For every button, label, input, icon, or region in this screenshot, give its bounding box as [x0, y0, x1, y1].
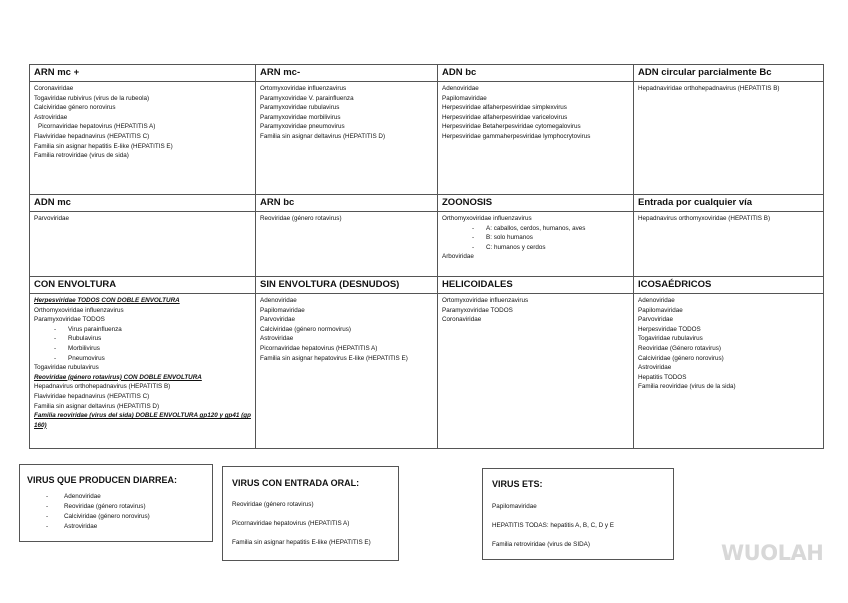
table-header-row: [30, 65, 824, 82]
cell-sub-line: - A: caballos, cerdos, humanos, aves: [442, 224, 629, 234]
cell-line: Parvoviridae: [34, 215, 69, 222]
table-header-row: [30, 195, 824, 212]
cell-line: Togaviridae rubulavirus: [638, 335, 703, 343]
cell-line: Herpesviridae gammaherpesviridae lymphocrytovirus: [442, 132, 591, 140]
cell-line: Herpesviridae TODOS: [638, 325, 701, 333]
cell-sub-line: - Pneumovirus: [34, 354, 251, 364]
cell-line: Astroviridae: [638, 364, 672, 372]
cell-line: Papilomaviridae: [638, 306, 683, 314]
cell-line: Reoviridae (Género rotavirus): [638, 344, 721, 352]
cell-entrada-cualquier-via: [634, 212, 824, 277]
list-item: Papilomaviridae: [492, 503, 537, 510]
cell-line: Astroviridae: [260, 335, 294, 343]
cell-line: Adenoviridae: [638, 297, 675, 304]
col-header-sin-envoltura: SIN ENVOLTURA (DESNUDOS): [256, 277, 438, 294]
cell-line: Paramyxoviridae TODOS: [442, 306, 513, 314]
cell-line: Togaviridae rubulavirus: [34, 364, 99, 372]
table-body-row: [30, 82, 824, 195]
cell-line: Adenoviridae: [442, 85, 479, 92]
cell-line: Hepadnaviridae orthohepadnavirus (HEPATITIS B): [638, 85, 780, 92]
box-title: VIRUS CON ENTRADA ORAL:: [232, 478, 360, 488]
cell-line: Hepatitis TODOS: [638, 373, 687, 381]
cell-icosaedricos: [634, 294, 824, 449]
cell-line: Paramyxoviridae morbilivirus: [260, 113, 341, 121]
cell-line: Ortomyxoviridae influenzavirus: [442, 297, 529, 304]
cell-line: Familia sin asignar hepatovirus E-like (HEPATITIS E): [260, 354, 408, 362]
cell-line: Paramyxoviridae pneumovirus: [260, 123, 345, 131]
cell-line: Flaviviridae hepadnavirus (HEPATITIS C): [34, 132, 150, 140]
cell-zoonosis: [438, 212, 634, 277]
cell-arn-bc: [256, 212, 438, 277]
cell-line: Flaviviridae hepadnavirus (HEPATITIS C): [34, 392, 150, 400]
cell-adn-circular: [634, 82, 824, 195]
virus-classification-table: [29, 64, 824, 449]
cell-line: Familia reoviridae (virus de la sida): [638, 383, 736, 391]
cell-line: Familia sin asignar deltavirus (HEPATITIS D): [34, 402, 160, 410]
cell-con-envoltura: [30, 294, 256, 449]
col-header-entrada-cualquier-via: Entrada por cualquier vía: [634, 195, 824, 212]
cell-line: Familia sin asignar hepatitis E-like (HEPATITIS E): [34, 142, 173, 150]
cell-sub-line: - Rubulavirus: [34, 334, 251, 344]
cell-adn-mc: [30, 212, 256, 277]
cell-line: Calciviridae (género normovirus): [260, 325, 351, 333]
cell-line: Paramyxoviridae rubulavirus: [260, 104, 340, 112]
cell-line: Orthomyxoviridae influenzavirus: [34, 306, 124, 314]
list-item: HEPATITIS TODAS: hepatitis A, B, C, D y E: [492, 521, 615, 529]
list-item: Familia sin asignar hepatitis E-like (HEPATITIS E): [232, 538, 371, 546]
cell-line: Parvoviridae: [260, 316, 295, 324]
cell-highlight-line: Familia reoviridae (virus del sida) DOBLE ENVOLTURA gp120 y gp41 (gp 160): [34, 412, 251, 429]
col-header-helicoidales: HELICOIDALES: [438, 277, 634, 294]
cell-line: Papilomaviridae: [260, 306, 305, 314]
list-item: Reoviridae (género rotavirus): [232, 501, 314, 508]
col-header-con-envoltura: CON ENVOLTURA: [30, 277, 256, 294]
cell-adn-bc: [438, 82, 634, 195]
col-header-adn-mc: ADN mc: [30, 195, 256, 212]
list-item: - Adenoviridae: [20, 492, 212, 502]
cell-line: Paramyxoviridae V. parainfluenza: [260, 94, 354, 102]
cell-line: Herpesviridae alfaherpesviridae varicelovirus: [442, 113, 568, 121]
cell-line: Picornaviridae hepatovirus (HEPATITIS A): [260, 344, 378, 352]
cell-line: Picornaviridae hepatovirus (HEPATITIS A): [38, 123, 156, 131]
table-body-row: [30, 294, 824, 449]
cell-line: Togaviridae rubivirus (virus de la rubeola): [34, 94, 150, 102]
col-header-zoonosis: ZOONOSIS: [438, 195, 634, 212]
cell-highlight-line: Herpesviridae TODOS CON DOBLE ENVOLTURA: [34, 297, 180, 304]
cell-line: Coronaviridae: [34, 85, 74, 92]
cell-line: Arboviridae: [442, 253, 474, 261]
list-item: - Calciviridae (género norovirus): [20, 512, 212, 522]
cell-line: Ortomyxoviridae influenzavirus: [260, 85, 347, 92]
cell-line: Calciviridae (género norovirus): [638, 354, 724, 362]
box-title: VIRUS QUE PRODUCEN DIARREA:: [27, 475, 178, 485]
col-header-arn-mc-plus: ARN mc +: [30, 65, 256, 82]
cell-arn-mc-minus: [256, 82, 438, 195]
col-header-icosaedricos: ICOSAÉDRICOS: [634, 277, 824, 294]
cell-line: Herpesviridae alfaherpesviridae simplexvirus: [442, 104, 567, 112]
cell-helicoidales: [438, 294, 634, 449]
cell-line: Reoviridae (género rotavirus): [260, 215, 342, 222]
cell-sub-line: - Virus parainfluenza: [34, 325, 251, 335]
cell-line: Orthomyxoviridae influenzavirus: [442, 215, 532, 222]
cell-line: Hepadnavirus orthomyxoviridae (HEPATITIS B): [638, 215, 771, 222]
table-body-row: [30, 212, 824, 277]
cell-sin-envoltura: [256, 294, 438, 449]
cell-arn-mc-plus: [30, 82, 256, 195]
diarrhea-virus-box: [19, 464, 213, 542]
cell-sub-line: - B: solo humanos: [442, 233, 629, 243]
cell-line: Papilomaviridae: [442, 94, 487, 102]
cell-highlight-line: Reoviridae (género rotavirus) CON DOBLE ENVOLTURA: [34, 373, 202, 381]
col-header-arn-mc-minus: ARN mc-: [256, 65, 438, 82]
cell-line: Paramyxoviridae TODOS: [34, 316, 105, 324]
watermark-logo: WUOLAH: [721, 541, 824, 565]
col-header-adn-bc: ADN bc: [438, 65, 634, 82]
cell-line: Familia retroviridae (virus de sida): [34, 152, 129, 160]
cell-line: Parvoviridae: [638, 316, 673, 324]
list-item: Familia retroviridae (virus de SIDA): [492, 540, 590, 548]
cell-line: Familia sin asignar deltavirus (HEPATITIS D): [260, 132, 386, 140]
col-header-adn-circular: ADN circular parcialmente Bc: [634, 65, 824, 82]
list-item: - Reoviridae (género rotavirus): [20, 502, 212, 512]
oral-entry-virus-box: [222, 466, 399, 561]
cell-line: Adenoviridae: [260, 297, 297, 304]
list-item: - Astroviridae: [20, 522, 212, 532]
sti-virus-box: [482, 468, 674, 560]
cell-line: Herpesviridae Betaherpesviridae cytomegalovirus: [442, 123, 581, 131]
cell-sub-line: - Morbilivirus: [34, 344, 251, 354]
cell-line: Astroviridae: [34, 113, 68, 121]
col-header-arn-bc: ARN bc: [256, 195, 438, 212]
list-item: Picornaviridae hepatovirus (HEPATITIS A): [232, 519, 350, 527]
cell-line: Calciviridae género norovirus: [34, 104, 116, 112]
box-title: VIRUS ETS:: [492, 479, 543, 489]
cell-sub-line: - C: humanos y cerdos: [442, 243, 629, 253]
table-header-row: [30, 277, 824, 294]
cell-line: Hepadnavirus orthohepadnavirus (HEPATITIS B): [34, 383, 171, 391]
cell-line: Coronaviridae: [442, 316, 482, 324]
